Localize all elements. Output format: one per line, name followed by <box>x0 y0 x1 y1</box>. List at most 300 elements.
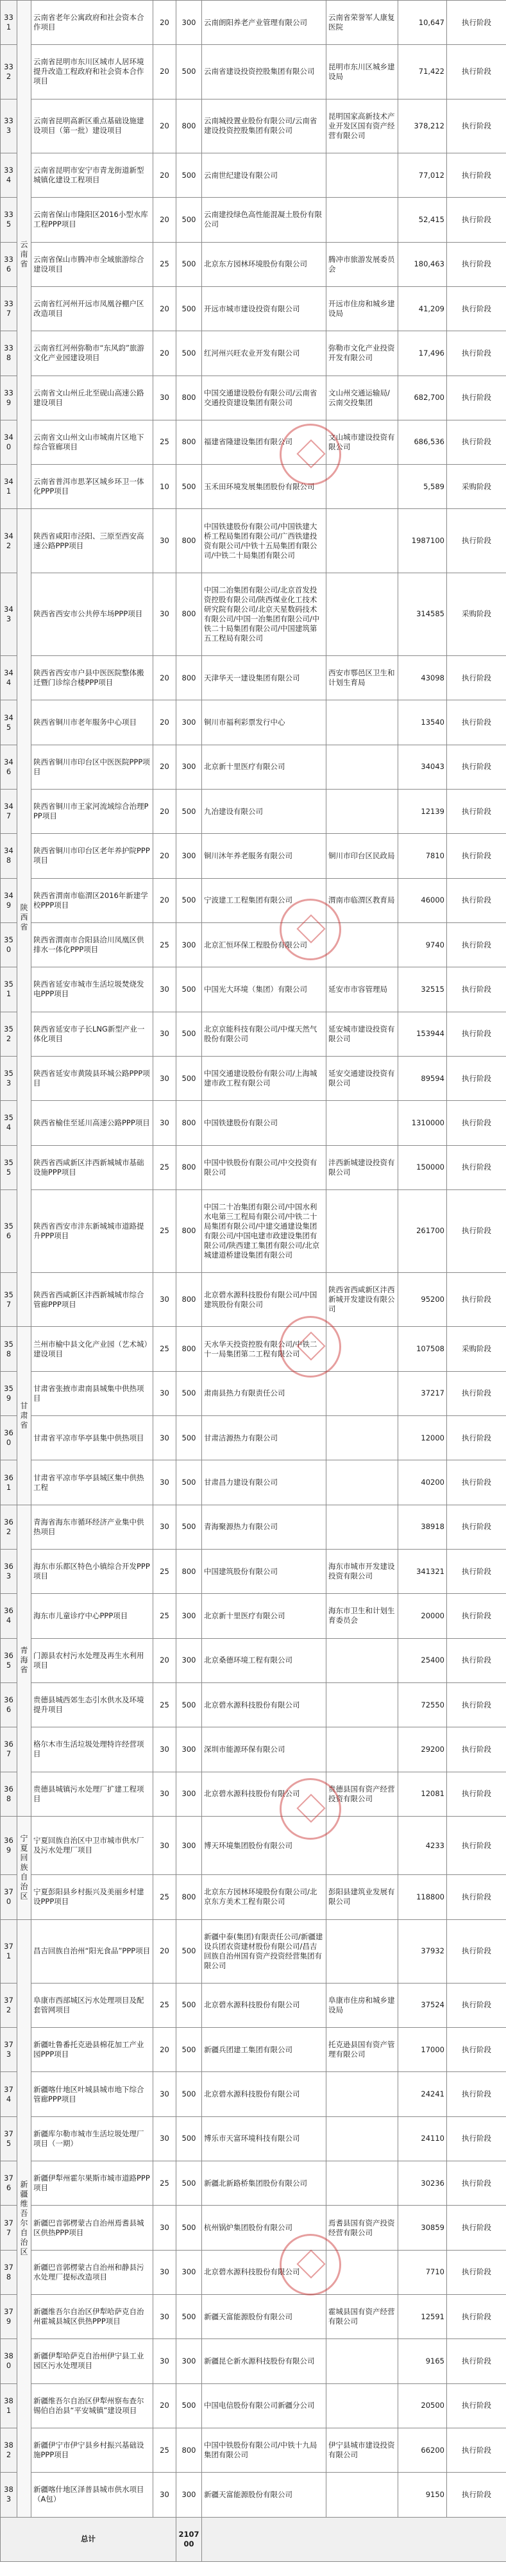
term-years-cell: 20 <box>153 878 176 922</box>
project-name-cell: 云南省红河州开远市凤凰谷棚户区改造项目 <box>31 286 153 331</box>
row-number-cell: 355 <box>1 1145 17 1189</box>
project-name-cell: 陕西省延安市城市生活垃圾焚烧发电PPP项目 <box>31 967 153 1012</box>
government-party-cell: 沣西新城建设投资有限公司 <box>326 1145 398 1189</box>
government-party-cell <box>326 573 398 655</box>
social-capital-cell: 云南城投置业股份有限公司/云南省建设投资控股集团有限公司 <box>202 99 326 153</box>
term-years-cell: 30 <box>153 1371 176 1415</box>
row-number-cell: 348 <box>1 834 17 878</box>
row-number-cell: 366 <box>1 1682 17 1727</box>
project-name-cell: 新疆库尔勒市城市生活垃圾处理厂项目（一期） <box>31 2116 153 2161</box>
project-name-cell: 陕西省铜川市老年服务中心项目 <box>31 700 153 745</box>
social-capital-cell: 北京新十里医疗有限公司 <box>202 1594 326 1638</box>
social-capital-cell: 北京碧水源科技股份有限公司 <box>202 2072 326 2116</box>
stage-cell: 执行阶段 <box>447 1638 506 1682</box>
term-years-cell: 20 <box>153 834 176 878</box>
term-years-cell: 30 <box>153 1460 176 1505</box>
social-capital-cell: 北京碧水源科技股份有限公司 <box>202 2250 326 2294</box>
stage-cell: 执行阶段 <box>447 1983 506 2027</box>
table-row <box>1 1189 506 1272</box>
award-amount-cell: 300 <box>176 1594 202 1638</box>
award-amount-cell: 800 <box>176 656 202 700</box>
term-years-cell: 25 <box>153 1327 176 1371</box>
government-party-cell <box>326 2116 398 2161</box>
social-capital-cell: 云南省建设投资控股集团有限公司 <box>202 45 326 99</box>
term-years-cell: 30 <box>153 1273 176 1327</box>
term-years-cell: 30 <box>153 509 176 573</box>
term-years-cell: 25 <box>153 420 176 464</box>
investment-cell: 12139 <box>398 790 447 834</box>
stage-cell: 执行阶段 <box>447 922 506 967</box>
stage-cell: 执行阶段 <box>447 2206 506 2250</box>
government-party-cell: 开远市住房和城乡建设局 <box>326 286 398 331</box>
government-party-cell <box>326 745 398 789</box>
table-row <box>1 573 506 655</box>
term-years-cell: 20 <box>153 331 176 376</box>
term-years-cell: 30 <box>153 2206 176 2250</box>
project-name-cell: 甘肃省平凉市华亭县城区集中供热工程 <box>31 1460 153 1505</box>
stage-cell: 执行阶段 <box>447 1550 506 1594</box>
project-name-cell: 云南省昆明高新区重点基础设施建设项目（第一批）建设项目 <box>31 99 153 153</box>
social-capital-cell: 中国中铁股份有限公司/中铁十九局集团有限公司 <box>202 2428 326 2472</box>
investment-cell: 43098 <box>398 656 447 700</box>
award-amount-cell: 800 <box>176 1101 202 1145</box>
award-amount-cell: 500 <box>176 286 202 331</box>
award-amount-cell: 300 <box>176 2473 202 2517</box>
social-capital-cell: 北京碧水源科技股份有限公司 <box>202 1983 326 2027</box>
row-number-cell: 371 <box>1 1919 17 1983</box>
table-row <box>1 1101 506 1145</box>
project-name-cell: 新疆伊犁哈萨克自治州伊宁县工业园区污水处理项目 <box>31 2339 153 2383</box>
investment-cell: 17000 <box>398 2028 447 2072</box>
project-name-cell: 新疆巴音郭楞蒙古自治州和静县污水处理厂提标改造项目 <box>31 2250 153 2294</box>
project-name-cell: 新疆吐鲁番托克逊县棉花加工产业园PPP项目 <box>31 2028 153 2072</box>
investment-cell: 41,209 <box>398 286 447 331</box>
row-number-cell: 352 <box>1 1012 17 1056</box>
investment-cell: 1987100 <box>398 509 447 573</box>
row-number-cell: 358 <box>1 1327 17 1371</box>
project-name-cell: 兰州市榆中县文化产业园（艺术城）建设项目 <box>31 1327 153 1371</box>
project-name-cell: 陕西省西咸新区沣西新城城市基础设施PPP项目 <box>31 1145 153 1189</box>
project-name-cell: 新疆巴音郭楞蒙古自治州焉耆县城区供热PPP项目 <box>31 2206 153 2250</box>
term-years-cell: 20 <box>153 1638 176 1682</box>
term-years-cell: 20 <box>153 99 176 153</box>
government-party-cell: 铜川市印台区民政局 <box>326 834 398 878</box>
government-party-cell: 昆明国家高新技术产业开发区国有资产经营有限公司 <box>326 99 398 153</box>
total-label: 总计 <box>1 2517 176 2561</box>
government-party-cell <box>326 1371 398 1415</box>
award-amount-cell: 800 <box>176 1327 202 1371</box>
investment-cell: 38918 <box>398 1505 447 1549</box>
award-amount-cell: 800 <box>176 376 202 420</box>
government-party-cell: 托克逊县国有资产管理有限公司 <box>326 2028 398 2072</box>
award-amount-cell: 500 <box>176 2028 202 2072</box>
row-number-cell: 346 <box>1 745 17 789</box>
government-party-cell <box>326 1416 398 1460</box>
investment-cell: 9150 <box>398 2473 447 2517</box>
stage-cell: 执行阶段 <box>447 2428 506 2472</box>
investment-cell: 1310000 <box>398 1101 447 1145</box>
award-amount-cell: 500 <box>176 1983 202 2027</box>
row-number-cell: 349 <box>1 878 17 922</box>
award-amount-cell: 800 <box>176 420 202 464</box>
stage-cell: 执行阶段 <box>447 1416 506 1460</box>
social-capital-cell: 云南世纪建设有限公司 <box>202 153 326 197</box>
stage-cell: 执行阶段 <box>447 2383 506 2428</box>
award-amount-cell: 300 <box>176 1816 202 1874</box>
table-row <box>1 153 506 197</box>
stage-cell: 执行阶段 <box>447 656 506 700</box>
table-row <box>1 1012 506 1056</box>
row-number-cell: 375 <box>1 2116 17 2161</box>
social-capital-cell: 宁波建工工程集团有限公司 <box>202 878 326 922</box>
government-party-cell: 弥勒市文化产业投资开发有限公司 <box>326 331 398 376</box>
social-capital-cell: 新疆中泰(集团)有限责任公司/新疆建设兵团农资建材股份有限公司/昌吉回族自治州国有资产投资经营集团有限公司 <box>202 1919 326 1983</box>
social-capital-cell: 中国二十冶集团有限公司/中国水利水电第三工程局有限公司/中铁二十局集团有限公司/中建交通建设集团有限公司/中国电建市政建设集团有限公司/陕西建工集团有限公司/北京城建道桥建设集团有限公司 <box>202 1189 326 1272</box>
stage-cell: 执行阶段 <box>447 376 506 420</box>
social-capital-cell: 博天环境集团股份有限公司 <box>202 1816 326 1874</box>
table-row <box>1 700 506 745</box>
award-amount-cell: 800 <box>176 1273 202 1327</box>
government-party-cell: 延安交通建设投资有限公司 <box>326 1056 398 1100</box>
award-amount-cell: 500 <box>176 1012 202 1056</box>
investment-cell: 686,536 <box>398 420 447 464</box>
table-row <box>1 878 506 922</box>
award-amount-cell: 500 <box>176 878 202 922</box>
government-party-cell <box>326 2473 398 2517</box>
project-name-cell: 陕西省渭南市临渭区2016年新建学校PPP项目 <box>31 878 153 922</box>
row-number-cell: 337 <box>1 286 17 331</box>
table-row <box>1 1594 506 1638</box>
award-amount-cell: 800 <box>176 573 202 655</box>
province-cell: 宁夏回族自治区 <box>17 1816 31 1919</box>
stage-cell: 执行阶段 <box>447 1189 506 1272</box>
term-years-cell: 20 <box>153 745 176 789</box>
government-party-cell <box>326 198 398 242</box>
term-years-cell: 20 <box>153 153 176 197</box>
project-name-cell: 新疆喀什地区叶城县城市地下综合管廊PPP项目 <box>31 2072 153 2116</box>
award-amount-cell: 500 <box>176 1416 202 1460</box>
row-number-cell: 350 <box>1 922 17 967</box>
row-number-cell: 333 <box>1 99 17 153</box>
investment-cell: 32515 <box>398 967 447 1012</box>
row-number-cell: 373 <box>1 2028 17 2072</box>
social-capital-cell: 玉禾田环境发展集团股份有限公司 <box>202 465 326 509</box>
investment-cell: 12081 <box>398 1772 447 1816</box>
term-years-cell: 25 <box>153 922 176 967</box>
project-name-cell: 陕西省西咸新区沣西新城城市综合管廊PPP项目 <box>31 1273 153 1327</box>
award-amount-cell: 500 <box>176 2072 202 2116</box>
project-name-cell: 新疆伊宁市伊宁县乡村振兴基础设施PPP项目 <box>31 2428 153 2472</box>
government-party-cell <box>326 153 398 197</box>
row-number-cell: 342 <box>1 509 17 573</box>
stage-cell: 执行阶段 <box>447 1101 506 1145</box>
social-capital-cell: 中国铁建股份有限公司 <box>202 1101 326 1145</box>
stage-cell: 执行阶段 <box>447 700 506 745</box>
project-name-cell: 陕西省咸阳市泾阳、三原至西安高速公路PPP项目 <box>31 509 153 573</box>
stage-cell: 采购阶段 <box>447 573 506 655</box>
row-number-cell: 361 <box>1 1460 17 1505</box>
stage-cell: 执行阶段 <box>447 1505 506 1549</box>
project-name-cell: 宁夏彭阳县乡村振兴及美丽乡村建设PPP项目 <box>31 1875 153 1919</box>
project-name-cell: 云南省保山市隆阳区2016小型水库工程PPP项目 <box>31 198 153 242</box>
table-row <box>1 656 506 700</box>
investment-cell: 4233 <box>398 1816 447 1874</box>
stage-cell: 采购阶段 <box>447 465 506 509</box>
total-blank <box>202 2517 506 2561</box>
social-capital-cell: 北京京能科技有限公司/中煤天然气股份有限公司 <box>202 1012 326 1056</box>
award-amount-cell: 300 <box>176 1727 202 1772</box>
government-party-cell: 昆明市东川区城乡建设局 <box>326 45 398 99</box>
investment-cell: 261700 <box>398 1189 447 1272</box>
table-row <box>1 967 506 1012</box>
row-number-cell: 343 <box>1 573 17 655</box>
term-years-cell: 25 <box>153 1983 176 2027</box>
investment-cell: 17,496 <box>398 331 447 376</box>
term-years-cell: 30 <box>153 1101 176 1145</box>
term-years-cell: 25 <box>153 2161 176 2206</box>
row-number-cell: 353 <box>1 1056 17 1100</box>
stage-cell: 执行阶段 <box>447 834 506 878</box>
social-capital-cell: 中国交通建设股份有限公司/上海城建市政工程有限公司 <box>202 1056 326 1100</box>
row-number-cell: 351 <box>1 967 17 1012</box>
stage-cell: 执行阶段 <box>447 331 506 376</box>
investment-cell: 37524 <box>398 1983 447 2027</box>
government-party-cell: 海东市卫生和计划生育委员会 <box>326 1594 398 1638</box>
award-amount-cell: 500 <box>176 790 202 834</box>
government-party-cell <box>326 465 398 509</box>
term-years-cell: 20 <box>153 790 176 834</box>
award-amount-cell: 500 <box>176 153 202 197</box>
government-party-cell <box>326 2072 398 2116</box>
project-name-cell: 云南省昆明市安宁市青龙街道新型城镇化建设工程项目 <box>31 153 153 197</box>
award-amount-cell: 500 <box>176 967 202 1012</box>
investment-cell: 12591 <box>398 2295 447 2339</box>
award-amount-cell: 800 <box>176 509 202 573</box>
government-party-cell: 贵德县国有资产经营投资有限公司 <box>326 1772 398 1816</box>
government-party-cell <box>326 1638 398 1682</box>
row-number-cell: 381 <box>1 2383 17 2428</box>
row-number-cell: 363 <box>1 1550 17 1594</box>
table-row <box>1 1 506 45</box>
province-cell: 新疆维吾尔自治区 <box>17 1919 31 2517</box>
award-amount-cell: 300 <box>176 700 202 745</box>
award-amount-cell: 800 <box>176 99 202 153</box>
award-amount-cell: 500 <box>176 2206 202 2250</box>
project-name-cell: 陕西省延安市子长LNG新型产业一体化项目 <box>31 1012 153 1056</box>
table-body <box>1 1 506 2562</box>
investment-cell: 10,647 <box>398 1 447 45</box>
government-party-cell: 延安市市容管理局 <box>326 967 398 1012</box>
total-row <box>1 2517 506 2561</box>
row-number-cell: 368 <box>1 1772 17 1816</box>
investment-cell: 5,589 <box>398 465 447 509</box>
government-party-cell <box>326 2339 398 2383</box>
term-years-cell: 10 <box>153 465 176 509</box>
investment-cell: 180,463 <box>398 242 447 286</box>
project-name-cell: 宁夏回族自治区中卫市城市供水厂及污水处理厂项目 <box>31 1816 153 1874</box>
social-capital-cell: 北京汇恒环保工程股份有限公司 <box>202 922 326 967</box>
term-years-cell: 25 <box>153 1145 176 1189</box>
stage-cell: 执行阶段 <box>447 2339 506 2383</box>
project-name-cell: 陕西省铜川市印台区老年养护院PPP项目 <box>31 834 153 878</box>
table-row <box>1 1145 506 1189</box>
stage-cell: 执行阶段 <box>447 2072 506 2116</box>
stage-cell: 执行阶段 <box>447 2250 506 2294</box>
award-amount-cell: 500 <box>176 1682 202 1727</box>
government-party-cell: 焉耆县国有资产投资经营有限公司 <box>326 2206 398 2250</box>
row-number-cell: 347 <box>1 790 17 834</box>
stage-cell: 执行阶段 <box>447 286 506 331</box>
term-years-cell: 30 <box>153 967 176 1012</box>
row-number-cell: 367 <box>1 1727 17 1772</box>
social-capital-cell: 天津华天一建设集团有限公司 <box>202 656 326 700</box>
investment-cell: 20500 <box>398 2383 447 2428</box>
row-number-cell: 359 <box>1 1371 17 1415</box>
investment-cell: 682,700 <box>398 376 447 420</box>
award-amount-cell: 500 <box>176 1056 202 1100</box>
investment-cell: 378,212 <box>398 99 447 153</box>
row-number-cell: 332 <box>1 45 17 99</box>
project-name-cell: 陕西省榆佳至延川高速公路PPP项目 <box>31 1101 153 1145</box>
social-capital-cell: 中国交通建设股份有限公司/云南省交通投资建设集团有限公司 <box>202 376 326 420</box>
investment-cell: 314585 <box>398 573 447 655</box>
government-party-cell <box>326 1101 398 1145</box>
term-years-cell: 20 <box>153 2383 176 2428</box>
row-number-cell: 334 <box>1 153 17 197</box>
social-capital-cell: 杭州锅炉集团股份有限公司 <box>202 2206 326 2250</box>
term-years-cell: 25 <box>153 242 176 286</box>
government-party-cell: 渭南市临渭区教育局 <box>326 878 398 922</box>
government-party-cell: 霍城县国有资产经营有限公司 <box>326 2295 398 2339</box>
award-amount-cell: 300 <box>176 1 202 45</box>
term-years-cell: 30 <box>153 2072 176 2116</box>
investment-cell: 150000 <box>398 1145 447 1189</box>
government-party-cell <box>326 1189 398 1272</box>
term-years-cell: 30 <box>153 1416 176 1460</box>
government-party-cell: 伊宁县城市建设投资有限公司 <box>326 2428 398 2472</box>
stage-cell: 执行阶段 <box>447 1875 506 1919</box>
stage-cell: 执行阶段 <box>447 242 506 286</box>
term-years-cell: 25 <box>153 1189 176 1272</box>
stage-cell: 执行阶段 <box>447 1682 506 1727</box>
table-row <box>1 1460 506 1505</box>
social-capital-cell: 北京碧水源科技股份有限公司/中国建筑股份有限公司 <box>202 1273 326 1327</box>
social-capital-cell: 新疆昆仑新水源科技股份有限公司 <box>202 2339 326 2383</box>
award-amount-cell: 300 <box>176 745 202 789</box>
table-row <box>1 1505 506 1549</box>
project-name-cell: 云南省保山市腾冲市全域旅游综合建设项目 <box>31 242 153 286</box>
stage-cell: 执行阶段 <box>447 1056 506 1100</box>
investment-cell: 72550 <box>398 1682 447 1727</box>
table-row <box>1 1983 506 2027</box>
row-number-cell: 382 <box>1 2428 17 2472</box>
row-number-cell: 362 <box>1 1505 17 1549</box>
stage-cell: 执行阶段 <box>447 153 506 197</box>
government-party-cell <box>326 1682 398 1727</box>
social-capital-cell: 红河州兴旺农业开发有限公司 <box>202 331 326 376</box>
stage-cell: 执行阶段 <box>447 790 506 834</box>
social-capital-cell: 肃南县热力有限责任公司 <box>202 1371 326 1415</box>
award-amount-cell: 500 <box>176 2161 202 2206</box>
project-name-cell: 新疆维吾尔自治区伊犁州察布查尔锡伯自治县“平安城镇”建设项目 <box>31 2383 153 2428</box>
government-party-cell <box>326 1919 398 1983</box>
stage-cell: 采购阶段 <box>447 1327 506 1371</box>
investment-cell: 30236 <box>398 2161 447 2206</box>
government-party-cell <box>326 1505 398 1549</box>
term-years-cell: 30 <box>153 1772 176 1816</box>
government-party-cell <box>326 1816 398 1874</box>
investment-cell: 37932 <box>398 1919 447 1983</box>
project-name-cell: 陕西省西安市沣东新城城市道路提升PPP项目 <box>31 1189 153 1272</box>
row-number-cell: 345 <box>1 700 17 745</box>
table-row <box>1 1273 506 1327</box>
term-years-cell: 20 <box>153 700 176 745</box>
award-amount-cell: 800 <box>176 1189 202 1272</box>
social-capital-cell: 新疆天富能源股份有限公司 <box>202 2295 326 2339</box>
row-number-cell: 365 <box>1 1638 17 1682</box>
government-party-cell <box>326 700 398 745</box>
row-number-cell: 338 <box>1 331 17 376</box>
social-capital-cell: 北京碧水源科技股份有限公司 <box>202 1772 326 1816</box>
stage-cell: 执行阶段 <box>447 1273 506 1327</box>
table-row <box>1 420 506 464</box>
government-party-cell: 海东市城市开发建设投资有限公司 <box>326 1550 398 1594</box>
term-years-cell: 30 <box>153 1056 176 1100</box>
social-capital-cell: 博乐市天富环境科技有限公司 <box>202 2116 326 2161</box>
award-amount-cell: 500 <box>176 1919 202 1983</box>
term-years-cell: 30 <box>153 2116 176 2161</box>
term-years-cell: 25 <box>153 1682 176 1727</box>
social-capital-cell: 北京碧水源科技股份有限公司 <box>202 1682 326 1727</box>
investment-cell: 52,415 <box>398 198 447 242</box>
row-number-cell: 354 <box>1 1101 17 1145</box>
table-row <box>1 1416 506 1460</box>
investment-cell: 9165 <box>398 2339 447 2383</box>
table-row <box>1 1875 506 1919</box>
project-name-cell: 格尔木市生活垃圾处理特许经营项目 <box>31 1727 153 1772</box>
table-row <box>1 2473 506 2517</box>
investment-cell: 66200 <box>398 2428 447 2472</box>
table-row <box>1 509 506 573</box>
province-cell: 云南省 <box>17 1 31 509</box>
project-name-cell: 甘肃省平凉市华亭县集中供热项目 <box>31 1416 153 1460</box>
government-party-cell: 西安市鄠邑区卫生和计划生育局 <box>326 656 398 700</box>
government-party-cell <box>326 922 398 967</box>
stage-cell: 执行阶段 <box>447 1371 506 1415</box>
row-number-cell: 356 <box>1 1189 17 1272</box>
investment-cell: 37217 <box>398 1371 447 1415</box>
row-number-cell: 383 <box>1 2473 17 2517</box>
stage-cell: 执行阶段 <box>447 1727 506 1772</box>
table-row <box>1 922 506 967</box>
social-capital-cell: 铜川市福利彩票发行中心 <box>202 700 326 745</box>
stage-cell: 执行阶段 <box>447 878 506 922</box>
stage-cell: 执行阶段 <box>447 2295 506 2339</box>
award-amount-cell: 800 <box>176 2428 202 2472</box>
table-row <box>1 2116 506 2161</box>
social-capital-cell: 北京东方园林环境股份有限公司/北京东方美术工程有限公司 <box>202 1875 326 1919</box>
project-name-cell: 陕西省铜川市王家河流域综合治理PPP项目 <box>31 790 153 834</box>
government-party-cell <box>326 1460 398 1505</box>
social-capital-cell: 甘肃洁源热力有限公司 <box>202 1416 326 1460</box>
project-name-cell: 青海省海东市循环经济产业集中供热项目 <box>31 1505 153 1549</box>
term-years-cell: 25 <box>153 2428 176 2472</box>
table-row <box>1 286 506 331</box>
stage-cell: 执行阶段 <box>447 99 506 153</box>
province-cell: 陕西省 <box>17 509 31 1327</box>
province-cell: 甘肃省 <box>17 1327 31 1505</box>
term-years-cell: 20 <box>153 1 176 45</box>
